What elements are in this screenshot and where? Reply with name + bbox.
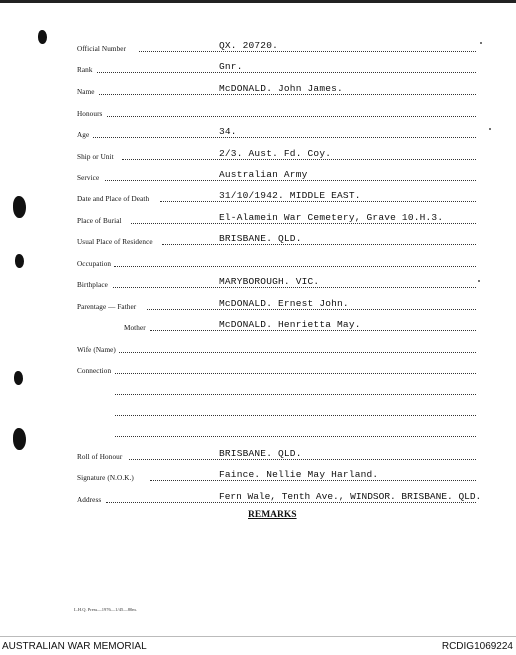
field-label: Place of Burial [77, 217, 122, 225]
dotted-line [114, 266, 476, 267]
field-mother [0, 317, 516, 333]
field-label: Connection [77, 367, 112, 375]
field-birthplace [0, 274, 516, 290]
field-label: Roll of Honour [77, 453, 123, 461]
dotted-line [122, 159, 476, 160]
dotted-line [115, 436, 476, 437]
field-value: El-Alamein War Cemetery, Grave 10.H.3. [219, 212, 444, 223]
dotted-line [105, 180, 476, 181]
field-value: QX. 20720. [219, 40, 279, 51]
connection-continuation-line [0, 402, 516, 418]
dotted-line [97, 72, 476, 73]
dotted-line [115, 394, 476, 395]
field-value: McDONALD. John James. [219, 83, 343, 94]
field-honours [0, 103, 516, 119]
field-date-place-of-death [0, 188, 516, 204]
field-value: 34. [219, 126, 237, 137]
dotted-line [93, 137, 476, 138]
connection-continuation-line [0, 381, 516, 397]
field-label: Mother [124, 324, 146, 332]
field-roll-of-honour [0, 446, 516, 462]
field-label: Wife (Name) [77, 346, 116, 354]
field-value: McDONALD. Henrietta May. [219, 319, 361, 330]
field-value: 2/3. Aust. Fd. Coy. [219, 148, 332, 159]
dotted-line [129, 459, 476, 460]
printer-imprint: L.H.Q. Press—1976—1/45—80m. [74, 607, 137, 612]
dotted-line [113, 287, 476, 288]
dotted-line [99, 94, 476, 95]
field-label: Usual Place of Residence [77, 238, 153, 246]
dotted-line [115, 415, 476, 416]
field-label: Honours [77, 110, 103, 118]
dotted-line [139, 51, 476, 52]
field-label: Occupation [77, 260, 112, 268]
dotted-line [162, 244, 476, 245]
field-father [0, 296, 516, 312]
field-label: Official Number [77, 45, 127, 53]
field-ship-or-unit [0, 146, 516, 162]
record-id: RCDIG1069224 [441, 641, 513, 652]
connection-continuation-line [0, 423, 516, 439]
field-value: BRISBANE. QLD. [219, 233, 302, 244]
field-label: Date and Place of Death [77, 195, 150, 203]
dotted-line [131, 223, 476, 224]
field-connection [0, 360, 516, 376]
field-value: Fern Wale, Tenth Ave., WINDSOR. BRISBANE. QLD. [219, 491, 482, 502]
field-rank [0, 59, 516, 75]
field-usual-residence [0, 231, 516, 247]
field-label: Ship or Unit [77, 153, 114, 161]
field-label: Name [77, 88, 95, 96]
field-value: BRISBANE. QLD. [219, 448, 302, 459]
field-value: Faince. Nellie May Harland. [219, 469, 379, 480]
field-label: Age [77, 131, 90, 139]
field-wife [0, 339, 516, 355]
archive-footer [0, 636, 516, 655]
field-value: Gnr. [219, 61, 243, 72]
field-value: McDONALD. Ernest John. [219, 298, 349, 309]
field-official-number [0, 38, 516, 54]
remarks-heading: REMARKS [248, 510, 297, 520]
field-place-of-burial [0, 210, 516, 226]
dotted-line [107, 116, 476, 117]
field-occupation [0, 253, 516, 269]
field-signature-nok [0, 467, 516, 483]
field-address [0, 489, 516, 505]
dotted-line [115, 373, 476, 374]
scan-top-edge [0, 0, 516, 3]
dotted-line [150, 330, 476, 331]
field-service [0, 167, 516, 183]
dotted-line [147, 309, 476, 310]
field-value: MARYBOROUGH. VIC. [219, 276, 320, 287]
field-value: 31/10/1942. MIDDLE EAST. [219, 190, 361, 201]
field-label: Birthplace [77, 281, 108, 289]
field-label: Address [77, 496, 102, 504]
field-value: Australian Army [219, 169, 308, 180]
field-label: Signature (N.O.K.) [77, 474, 134, 482]
field-label: Rank [77, 66, 93, 74]
field-label: Service [77, 174, 100, 182]
dotted-line [119, 352, 476, 353]
dotted-line [160, 201, 476, 202]
field-label: Parentage — Father [77, 303, 137, 311]
dotted-line [106, 502, 476, 503]
archive-name: AUSTRALIAN WAR MEMORIAL [2, 641, 147, 652]
dotted-line [150, 480, 476, 481]
field-age [0, 124, 516, 140]
field-name [0, 81, 516, 97]
